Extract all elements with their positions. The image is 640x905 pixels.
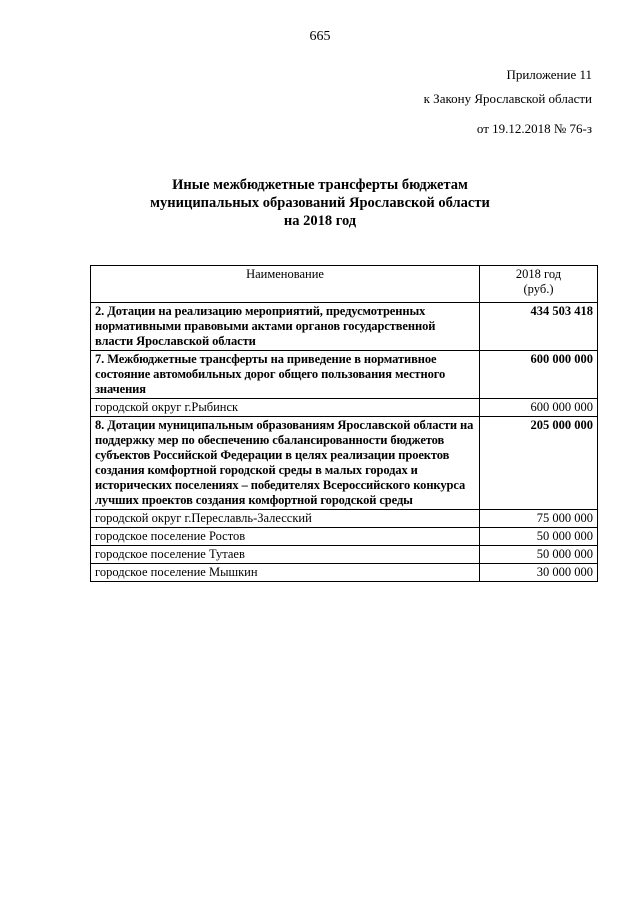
row-name: городское поселение Тутаев (91, 546, 480, 564)
row-name: 2. Дотации на реализацию мероприятий, предусмотренных нормативными правовыми актами органов государственной власти Ярославской области (91, 303, 480, 351)
appendix-number: Приложение 11 (506, 67, 592, 82)
row-amount: 75 000 000 (480, 510, 598, 528)
row-name: городское поселение Ростов (91, 528, 480, 546)
table-row (91, 546, 598, 564)
table-header-row (91, 266, 598, 303)
row-name: городской округ г.Переславль-Залесский (91, 510, 480, 528)
row-name: 8. Дотации муниципальным образованиям Ярославской области на поддержку мер по обеспечению сбалансированности бюджетов субъектов Российской Федерации в целях реализации проектов создания комфортной городской среды в малых городах и исторических поселениях – победителях Всероссийского конкурса лучших проектов создания комфортной городской среды (91, 417, 480, 510)
title-line-1: Иные межбюджетные трансферты бюджетам (172, 177, 468, 193)
table-row (91, 399, 598, 417)
table-row (91, 564, 598, 582)
row-amount: 434 503 418 (480, 303, 598, 351)
row-amount: 30 000 000 (480, 564, 598, 582)
transfers-table (90, 265, 598, 582)
title-line-2: муниципальных образований Ярославской области (150, 195, 490, 211)
table-body (91, 303, 598, 582)
row-amount: 600 000 000 (480, 399, 598, 417)
row-amount: 205 000 000 (480, 417, 598, 510)
header-amount (480, 266, 598, 303)
header-year: 2018 год (515, 267, 562, 281)
appendix-block (424, 67, 592, 137)
appendix-law: к Закону Ярославской области (423, 91, 592, 106)
table-row (91, 303, 598, 351)
row-amount: 50 000 000 (480, 528, 598, 546)
row-amount: 600 000 000 (480, 351, 598, 399)
header-name: Наименование (91, 266, 480, 303)
header-unit: (руб.) (523, 282, 554, 296)
row-name: городское поселение Мышкин (91, 564, 480, 582)
table-row (91, 510, 598, 528)
table-row (91, 417, 598, 510)
row-amount: 50 000 000 (480, 546, 598, 564)
document-title (0, 176, 640, 230)
row-name: городской округ г.Рыбинск (91, 399, 480, 417)
row-name: 7. Межбюджетные трансферты на приведение в нормативное состояние автомобильных дорог общего пользования местного значения (91, 351, 480, 399)
page-number: 665 (309, 29, 331, 44)
title-line-3: на 2018 год (283, 213, 357, 229)
appendix-date: от 19.12.2018 № 76-з (476, 121, 592, 136)
table-row (91, 351, 598, 399)
table-row (91, 528, 598, 546)
